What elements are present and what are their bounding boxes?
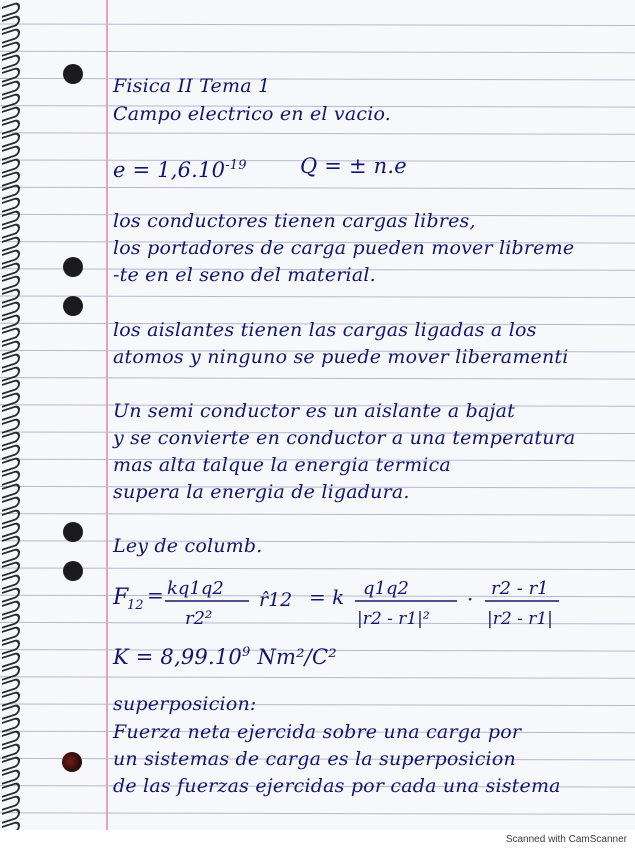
formula-den-2: |r2 - r1|² [357, 609, 430, 629]
note-line: un sistemas de carga es la superposicion [113, 748, 516, 770]
note-line: de las fuerzas ejercidas por cada una sistema [113, 775, 561, 797]
formula-unit-vector: r̂12 [259, 589, 293, 611]
formula-num-3: r2 - r1 [491, 578, 549, 599]
formula-num-2: q1q2 [363, 578, 409, 599]
note-subtitle: Campo electrico en el vacio. [113, 103, 392, 125]
punch-hole [63, 257, 83, 277]
note-line: los conductores tienen cargas libres, [113, 210, 476, 232]
note-line: -te en el seno del material. [113, 264, 376, 286]
formula-k: = k [309, 585, 345, 609]
note-line: Fuerza neta ejercida sobre una carga por [113, 721, 522, 743]
note-title: Fisica II Tema 1 [113, 75, 271, 97]
superposition-heading: superposicion: [113, 693, 257, 715]
formula-force: F [113, 585, 129, 610]
punch-hole [63, 296, 83, 316]
formula-equals: = [147, 583, 164, 607]
note-line: mas alta talque la energia termica [113, 454, 451, 476]
coulomb-heading: Ley de columb. [113, 535, 263, 557]
formula-num-1: kq1q2 [167, 578, 224, 599]
note-line: Un semi conductor es un aislante a bajat [113, 400, 515, 422]
coulomb-formula [113, 572, 583, 632]
coulomb-constant: $K = 8,99.10^9$ Nm²/C² [113, 645, 337, 669]
formula-force-sub: 12 [127, 598, 144, 613]
note-line: atomos y ninguno se puede mover liberamenti [113, 346, 569, 368]
margin-line [106, 0, 108, 830]
punch-hole [63, 561, 83, 581]
note-line: y se convierte en conductor a una temperatura [113, 427, 576, 449]
formula-den-1: r2² [185, 608, 213, 629]
spiral-binding [0, 0, 30, 830]
punch-hole [62, 752, 82, 772]
note-line: los aislantes tienen las cargas ligadas a los [113, 319, 537, 341]
punch-hole [63, 64, 83, 84]
charge-quantization: Q = ± n.e [300, 154, 407, 178]
scanner-watermark: Scanned with CamScanner [505, 834, 627, 845]
punch-hole [63, 522, 83, 542]
formula-den-3: |r2 - r1| [487, 609, 553, 629]
electron-charge: $e = 1,6.10^{-19}$ [113, 158, 247, 182]
note-line: supera la energia de ligadura. [113, 481, 410, 503]
note-line: los portadores de carga pueden mover libreme [113, 237, 575, 259]
formula-dot: · [467, 587, 474, 611]
